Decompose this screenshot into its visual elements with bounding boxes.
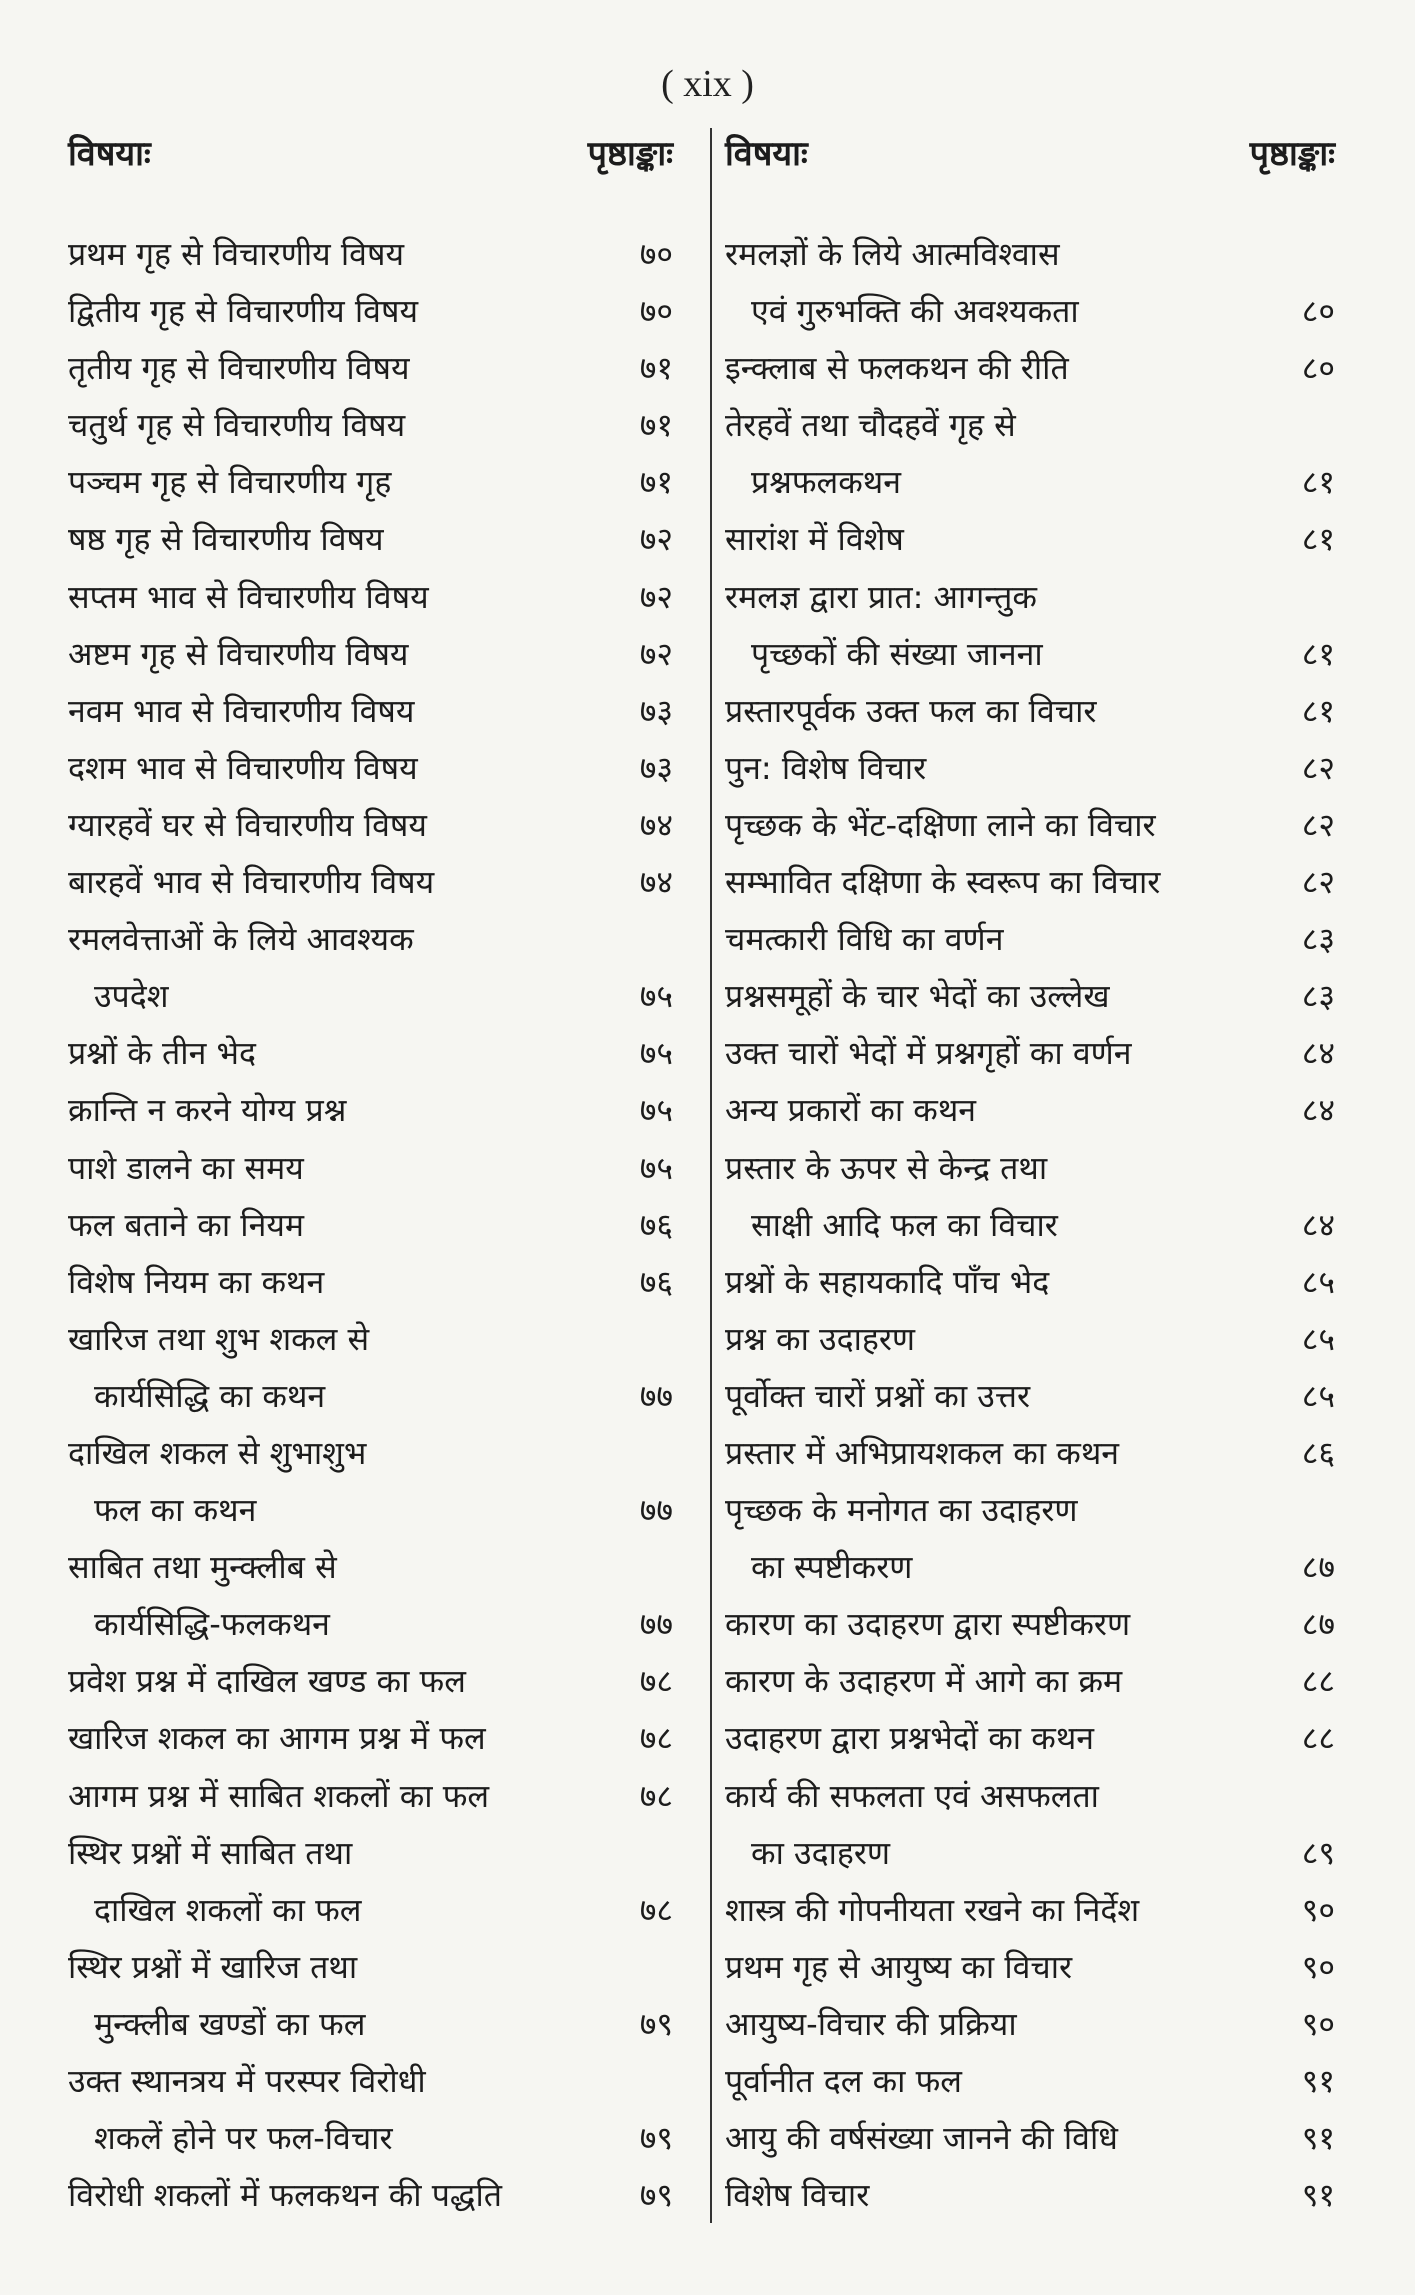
toc-entry-title: क्रान्ति न करने योग्य प्रश्न [68,1091,347,1130]
toc-entry-line [68,511,673,568]
toc-entry-line [68,1653,673,1710]
toc-entry [725,1882,1335,1939]
toc-entry-title: खारिज तथा शुभ शकल से [68,1319,370,1358]
toc-entry-page: ७८ [639,1719,673,1758]
toc-entry-title: षष्ठ गृह से विचारणीय विषय [68,520,384,559]
toc-entry [68,340,673,397]
toc-entry-line [725,911,1335,968]
toc-entry-line [68,1311,673,1368]
toc-entry-line [68,854,673,911]
toc-entry [68,740,673,797]
toc-entry-page: ७६ [639,1205,673,1244]
toc-entry-page: ८४ [1301,1091,1335,1130]
toc-entry-line [68,2053,673,2110]
toc-entry-line [725,1197,1335,1254]
toc-entry-page: ८९ [1301,1833,1335,1872]
toc-entry-title: उदाहरण द्वारा प्रश्नभेदों का कथन [725,1719,1095,1758]
toc-entry [725,2110,1335,2167]
toc-entry [68,911,673,1025]
toc-entry [725,968,1335,1025]
toc-entry-line [725,797,1335,854]
toc-entry-page: ७३ [639,691,673,730]
toc-entry-title: उक्त चारों भेदों में प्रश्नगृहों का वर्णन [725,1034,1132,1073]
page-number: ( xix ) [661,63,754,105]
toc-entry-title: प्रस्तारपूर्वक उक्त फल का विचार [725,691,1097,730]
toc-entry-title: फल बताने का नियम [68,1205,305,1244]
toc-entry-line [68,1197,673,1254]
toc-entry [725,1596,1335,1653]
toc-entry-page: ७१ [639,406,673,445]
toc-entry [725,1140,1335,1254]
toc-entry-page: ८४ [1301,1034,1335,1073]
toc-entry [725,1710,1335,1767]
toc-entry-line [68,1082,673,1139]
toc-entry-page: ७२ [639,520,673,559]
toc-entry-title: प्रथम गृह से आयुष्य का विचार [725,1947,1073,1986]
toc-entry-title: पाशे डालने का समय [68,1148,304,1187]
toc-entry [725,683,1335,740]
toc-entry-line [725,1368,1335,1425]
column-header [725,130,1335,178]
toc-entry-line [725,1825,1335,1882]
toc-entry-page: ७७ [639,1376,673,1415]
toc-entry-page: ७४ [639,805,673,844]
toc-entry-page: ८७ [1301,1548,1335,1587]
toc-entry-title: कार्यसिद्धि-फलकथन [94,1605,330,1644]
toc-entry [725,1939,1335,1996]
toc-entry-line [68,797,673,854]
toc-entry-line [68,911,673,968]
toc-entry-title: विशेष नियम का कथन [68,1262,325,1301]
toc-entry-title: मुन्क्लीब खण्डों का फल [94,2004,366,2043]
toc-entry-line [725,1882,1335,1939]
toc-entry-line [725,683,1335,740]
toc-entry-title: प्रश्नसमूहों के चार भेदों का उल्लेख [725,977,1110,1016]
toc-entry-line [68,340,673,397]
toc-entry-page: ७० [639,292,673,331]
toc-entry-title: प्रश्नों के तीन भेद [68,1034,256,1073]
toc-entry-line [725,511,1335,568]
toc-entry-line [725,1482,1335,1539]
toc-entry [68,2053,673,2167]
page-heading: पृष्ठाङ्काः [587,134,673,174]
toc-entry-page: ८४ [1301,1205,1335,1244]
toc-entry-page: ८५ [1301,1262,1335,1301]
toc-entry-line [725,2167,1335,2224]
toc-entry-page: ८० [1301,292,1335,331]
toc-entry-title: दशम भाव से विचारणीय विषय [68,748,418,787]
toc-entry-page: ७५ [639,1148,673,1187]
toc-entry [68,1539,673,1653]
toc-entry [68,1197,673,1254]
toc-entry-page: ७९ [639,2119,673,2158]
toc-entries [725,226,1335,2224]
toc-entry [68,569,673,626]
toc-entry-title: पुन: विशेष विचार [725,748,927,787]
toc-entry-line [68,683,673,740]
toc-entry-title: पञ्चम गृह से विचारणीय गृह [68,463,392,502]
toc-entry-page: ८३ [1301,920,1335,959]
toc-entry-title: ग्यारहवें घर से विचारणीय विषय [68,805,427,844]
toc-entry-title: पूर्वोक्त चारों प्रश्नों का उत्तर [725,1376,1031,1415]
toc-entry [68,1025,673,1082]
toc-entry-title: तृतीय गृह से विचारणीय विषय [68,349,410,388]
toc-entry-page: ८८ [1301,1719,1335,1758]
toc-entry-page: ७३ [639,748,673,787]
toc-entry-line [68,1482,673,1539]
toc-entry-title: रमलज्ञों के लिये आत्मविश्वास [725,235,1060,273]
toc-entry-page: ७८ [639,1776,673,1815]
toc-entry-line [68,1254,673,1311]
toc-entry-line [68,626,673,683]
toc-entry [725,511,1335,568]
toc-entry-page: ७८ [639,1890,673,1929]
toc-entry-line [68,226,673,283]
toc-entry-title: रमलज्ञ द्वारा प्रात: आगन्तुक [725,577,1037,616]
toc-entry-title: आयु की वर्षसंख्या जानने की विधि [725,2119,1118,2158]
toc-entry-title: प्रथम गृह से विचारणीय विषय [68,235,405,273]
toc-entry-title: पृच्छकों की संख्या जानना [751,634,1043,673]
toc-entry-page: ९१ [1301,2176,1335,2215]
toc-entry-page: ७१ [639,349,673,388]
toc-entry-line [725,1140,1335,1197]
toc-entry [725,1768,1335,1882]
toc-entry-title: साबित तथा मुन्क्लीब से [68,1548,337,1587]
toc-entry-page: ८२ [1301,748,1335,787]
toc-entry [725,797,1335,854]
toc-entry-title: विशेष विचार [725,2176,870,2215]
toc-entry [725,1653,1335,1710]
toc-entry [68,511,673,568]
toc-entry-line [725,1082,1335,1139]
toc-entry-title: द्वितीय गृह से विचारणीय विषय [68,292,419,331]
toc-entry-title: नवम भाव से विचारणीय विषय [68,691,415,730]
toc-entry-title: इन्क्लाब से फलकथन की रीति [725,349,1069,388]
toc-entry-title: विरोधी शकलों में फलकथन की पद्धति [68,2176,503,2215]
toc-entry-line [725,626,1335,683]
toc-entry-page: ७१ [639,463,673,502]
toc-entry [68,1425,673,1539]
toc-entry-line [68,1596,673,1653]
toc-entry-line [68,1025,673,1082]
toc-entry-page: ७७ [639,1491,673,1530]
toc-entry [725,569,1335,683]
toc-entry-title: उपदेश [94,977,169,1016]
toc-entry-line [68,397,673,454]
toc-entry-title: सप्तम भाव से विचारणीय विषय [68,577,429,616]
toc-entry-title: सारांश में विशेष [725,520,904,559]
toc-entry [68,683,673,740]
toc-entry [68,1653,673,1710]
page-heading: पृष्ठाङ्काः [1249,134,1335,174]
toc-entry-line [725,1596,1335,1653]
toc-entry-page: ७६ [639,1262,673,1301]
toc-entry-line [68,1882,673,1939]
toc-entry-page: ९० [1301,1890,1335,1929]
toc-entry [725,1482,1335,1596]
toc-entry [725,226,1335,340]
toc-entry-title: दाखिल शकल से शुभाशुभ [68,1433,367,1472]
toc-entry-line [725,968,1335,1025]
toc-entry-title: प्रश्नों के सहायकादि पाँच भेद [725,1262,1050,1301]
toc-entry-title: स्थिर प्रश्नों में खारिज तथा [68,1947,358,1986]
toc-entry-title: शास्त्र की गोपनीयता रखने का निर्देश [725,1890,1140,1929]
toc-entry [725,854,1335,911]
toc-entry-title: तेरहवें तथा चौदहवें गृह से [725,406,1016,445]
subject-heading: विषयाः [68,134,151,174]
toc-entry-page: ७५ [639,1091,673,1130]
toc-entry-page: ७७ [639,1605,673,1644]
toc-entry-page: ८३ [1301,977,1335,1016]
toc-entry-title: का स्पष्टीकरण [751,1548,913,1587]
toc-entry-title: एवं गुरुभक्ति की अवश्यकता [751,292,1079,331]
toc-entry-page: ९० [1301,2004,1335,2043]
toc-entry [68,454,673,511]
toc-entry [68,1710,673,1767]
toc-entry [68,1254,673,1311]
toc-entry-line [725,1996,1335,2053]
toc-entry-title: शकलें होने पर फल-विचार [94,2119,393,2158]
toc-entry-line [725,1025,1335,1082]
toc-entry-page: ८७ [1301,1605,1335,1644]
toc-entry [725,2053,1335,2110]
toc-entry-line [725,2053,1335,2110]
toc-entry [68,854,673,911]
toc-entry-page: ७५ [639,977,673,1016]
toc-entry [725,340,1335,397]
toc-entry-line [68,1140,673,1197]
toc-entry [68,1939,673,2053]
toc-entry-page: ७० [639,235,673,273]
toc-entry [68,797,673,854]
toc-entry [725,1425,1335,1482]
toc-entry-page: ८२ [1301,805,1335,844]
toc-entry-title: सम्भावित दक्षिणा के स्वरूप का विचार [725,863,1161,902]
toc-entry [68,2167,673,2224]
toc-entry-title: प्रवेश प्रश्न में दाखिल खण्ड का फल [68,1662,466,1701]
toc-entry-title: पृच्छक के मनोगत का उदाहरण [725,1491,1078,1530]
toc-entry [725,1082,1335,1139]
toc-entry-page: ८५ [1301,1319,1335,1358]
toc-entry-title: साक्षी आदि फल का विचार [751,1205,1058,1244]
toc-entry-line [68,1768,673,1825]
toc-entry [725,1254,1335,1311]
toc-entry-page: ७२ [639,634,673,673]
toc-entry-title: आयुष्य-विचार की प्रक्रिया [725,2004,1017,2043]
toc-entry-page: ८५ [1301,1376,1335,1415]
toc-entry-line [725,854,1335,911]
toc-entry [68,397,673,454]
toc-entry [725,740,1335,797]
toc-entry-title: अष्टम गृह से विचारणीय विषय [68,634,409,673]
toc-entry-line [68,2167,673,2224]
toc-entry-page: ७२ [639,577,673,616]
toc-entry-page: ७९ [639,2004,673,2043]
toc-entry-page: ७९ [639,2176,673,2215]
toc-entry-page: ९१ [1301,2062,1335,2100]
toc-entry-page: ८६ [1301,1433,1335,1472]
toc-entry-line [725,1425,1335,1482]
subject-heading: विषयाः [725,134,808,174]
toc-entry-line [68,454,673,511]
toc-entry-line [725,1939,1335,1996]
toc-entry [725,1996,1335,2053]
toc-entry-line [725,226,1335,283]
column-divider [710,128,712,2223]
toc-entry-title: दाखिल शकलों का फल [94,1890,362,1929]
toc-entry-page: ८१ [1301,634,1335,673]
toc-entry [68,1082,673,1139]
toc-entry-page: ८१ [1301,691,1335,730]
toc-entry-page: ९१ [1301,2119,1335,2158]
toc-entry [725,397,1335,511]
toc-entry-line [68,569,673,626]
toc-entry-page: ७५ [639,1034,673,1073]
toc-entry-line [68,740,673,797]
toc-entry-title: खारिज शकल का आगम प्रश्न में फल [68,1719,486,1758]
toc-entry-line [68,1996,673,2053]
toc-entry-title: चतुर्थ गृह से विचारणीय विषय [68,406,406,445]
toc-entry-line [725,1768,1335,1825]
toc-entry-line [68,1539,673,1596]
toc-entry-page: ७८ [639,1662,673,1701]
toc-entry-title: प्रस्तार में अभिप्रायशकल का कथन [725,1433,1120,1472]
toc-entry-title: पृच्छक के भेंट-दक्षिणा लाने का विचार [725,805,1156,844]
toc-entry-page: ८१ [1301,463,1335,502]
toc-entry [68,1768,673,1825]
toc-column-right [725,130,1335,2224]
toc-entry-line [725,397,1335,454]
toc-entry-line [725,1254,1335,1311]
toc-entry [68,1140,673,1197]
toc-entry-page: ८१ [1301,520,1335,559]
toc-entry [725,1311,1335,1368]
toc-entry-line [68,1368,673,1425]
toc-entry-page: ८० [1301,349,1335,388]
toc-entry-title: कारण का उदाहरण द्वारा स्पष्टीकरण [725,1605,1131,1644]
toc-entry-line [725,1653,1335,1710]
toc-entry [725,2167,1335,2224]
toc-entry-title: फल का कथन [94,1491,257,1530]
toc-entry-title: प्रस्तार के ऊपर से केन्द्र तथा [725,1148,1048,1187]
toc-entry [68,226,673,283]
toc-entry-title: रमलवेत्ताओं के लिये आवश्यक [68,920,414,959]
toc-entry [725,1025,1335,1082]
toc-column-left [68,130,673,2224]
toc-entry-line [725,283,1335,340]
toc-entry-line [725,740,1335,797]
toc-entry-page: ८८ [1301,1662,1335,1701]
toc-entry-title: कार्यसिद्धि का कथन [94,1376,326,1415]
toc-entry-line [68,1425,673,1482]
toc-entry-line [725,1311,1335,1368]
toc-entry [68,1311,673,1425]
toc-entry [68,283,673,340]
toc-entry-title: चमत्कारी विधि का वर्णन [725,920,1004,959]
toc-entry-title: अन्य प्रकारों का कथन [725,1091,977,1130]
toc-entry-page: ८२ [1301,863,1335,902]
toc-entries [68,226,673,2224]
toc-entry-line [725,2110,1335,2167]
toc-entry-line [68,1939,673,1996]
toc-entry-title: बारहवें भाव से विचारणीय विषय [68,863,435,902]
toc-entry [68,626,673,683]
toc-entry-line [725,340,1335,397]
toc-entry-title: प्रश्नफलकथन [751,463,901,502]
toc-entry-title: का उदाहरण [751,1833,891,1872]
toc-entry-line [68,1825,673,1882]
column-header [68,130,673,178]
toc-entry-line [725,454,1335,511]
toc-entry-title: पूर्वानीत दल का फल [725,2062,962,2100]
toc-entry-title: स्थिर प्रश्नों में साबित तथा [68,1833,353,1872]
toc-entry-title: उक्त स्थानत्रय में परस्पर विरोधी [68,2062,426,2100]
toc-entry-line [68,968,673,1025]
toc-entry-page: ७४ [639,863,673,902]
toc-entry-line [725,569,1335,626]
toc-entry [725,1368,1335,1425]
toc-entry-line [725,1539,1335,1596]
toc-entry-line [68,2110,673,2167]
toc-entry-line [725,1710,1335,1767]
toc-entry-title: कार्य की सफलता एवं असफलता [725,1776,1099,1815]
toc-entry [68,1825,673,1939]
toc-entry-line [68,283,673,340]
toc-entry [725,911,1335,968]
toc-entry-title: आगम प्रश्न में साबित शकलों का फल [68,1776,490,1815]
toc-entry-title: प्रश्न का उदाहरण [725,1319,916,1358]
toc-entry-page: ९० [1301,1947,1335,1986]
toc-entry-title: कारण के उदाहरण में आगे का क्रम [725,1662,1123,1701]
toc-entry-line [68,1710,673,1767]
